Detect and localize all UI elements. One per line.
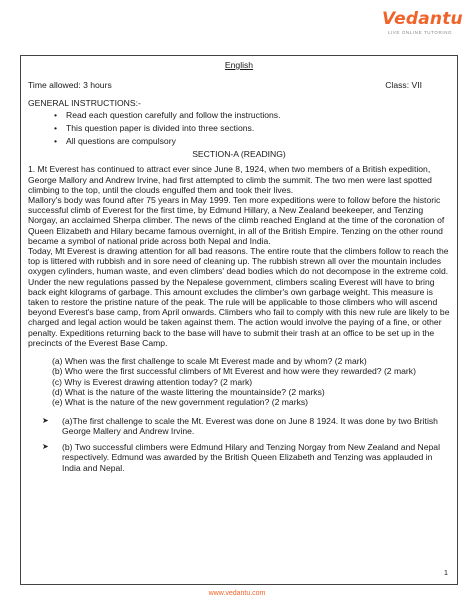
- instruction-item: • This question paper is divided into three sections.: [66, 123, 450, 133]
- class-label: Class: VII: [385, 80, 422, 91]
- arrow-bullet-icon: ➤: [42, 415, 49, 425]
- instruction-item: • All questions are compulsory: [66, 136, 450, 146]
- page-number: 1: [443, 568, 448, 577]
- question-item: (e) What is the nature of the new government regulation? (2 marks): [52, 397, 309, 408]
- passage-paragraph: Today, Mt Everest is drawing attention for all bad reasons. The entire route that the climbers follow to reach the top is littered with rubbish and in sore need of cleaning up. The rubbish strewn all over the mountain includes oxygen cylinders, human waste, and even climbers' dead bodies which do not decompose in the extreme cold.: [28, 246, 449, 277]
- document-title: English: [224, 60, 254, 70]
- question-item: (b) Who were the first successful climbers of Mt Everest and how were they rewarded? (2 mark): [52, 366, 416, 377]
- answer-text: (a)The first challenge to scale the Mt. Everest was done on June 8 1924. It was done by two British George Mallery and Andrew Irvine.: [62, 415, 438, 437]
- passage-paragraph: Mallory's body was found after 75 years in May 1999. Ten more expeditions were to follow before the historic successful climb of Everest for the first time, by Edmund Hillary, a New Zealand beekeeper, and Tenzing Norgay, an acclaimed Sherpa climber. The news of the climb reached England at the time of the coronation of Queen Elizabeth and Hilary became famous overnight, in all of the British Empire. Tenzing on the other round became a symbol of national pride across both Nepal and India.: [28, 195, 445, 246]
- questions-list: [52, 356, 450, 407]
- vedantu-logo: [382, 8, 463, 48]
- exam-meta: [28, 80, 450, 90]
- answer-item: [32, 442, 450, 474]
- passage-paragraph: 1. Mt Everest has continued to attract ever since June 8, 1924, when two members of a British expedition, George Mallory and Andrew Irvine, had first attempted to climb the summit. The two men were last spotted climbing to the top, until the clouds engulfed them and took their lives.: [28, 164, 432, 195]
- question-item: (c) Why is Everest drawing attention today? (2 mark): [52, 376, 253, 387]
- arrow-bullet-icon: ➤: [42, 441, 49, 451]
- instructions-heading: GENERAL INSTRUCTIONS:-: [28, 98, 141, 109]
- logo-wordmark: Vedantu: [382, 9, 463, 29]
- logo-tagline: LIVE ONLINE TUTORING: [387, 30, 453, 35]
- time-allowed: Time allowed: 3 hours: [28, 80, 112, 91]
- passage-paragraph: Under the new regulations passed by the Nepalese government, climbers scaling Everest will have to bring back eight kilograms of garbage. This amount excludes the climber's own garbage weight. This measure is taken to restore the pristine nature of the peak. The rule will be applicable to those climbers who will ascend beyond Everest's base camp, from April onwards. Climbers who fail to comply with this new rule are likely to be charged and legal action would be taken against them. The action would involve the paying of a fine, or other penalty. Expeditions returning back to the base will have to submit their trash at an office to be set up in the precincts of the Everest Base Camp.: [28, 276, 450, 348]
- question-item: (d) What is the nature of the waste littering the mountainside? (2 marks): [52, 386, 325, 397]
- instruction-item: • Read each question carefully and follow the instructions.: [66, 110, 450, 120]
- question-item: (a) When was the first challenge to scale Mt Everest made and by whom? (2 mark): [52, 356, 367, 367]
- answer-item: [32, 416, 450, 437]
- footer-url[interactable]: www.vedantu.com: [208, 590, 266, 597]
- instructions-list: [28, 110, 450, 147]
- section-heading: SECTION-A (READING): [192, 149, 286, 160]
- answer-text: (b) Two successful climbers were Edmund Hilary and Tenzing Norgay from New Zealand and Nepal respectively. Edmund was awarded by the British Queen Elizabeth and Tenzing was applauded in India and Nepal.: [62, 441, 440, 473]
- document-body: [28, 60, 450, 479]
